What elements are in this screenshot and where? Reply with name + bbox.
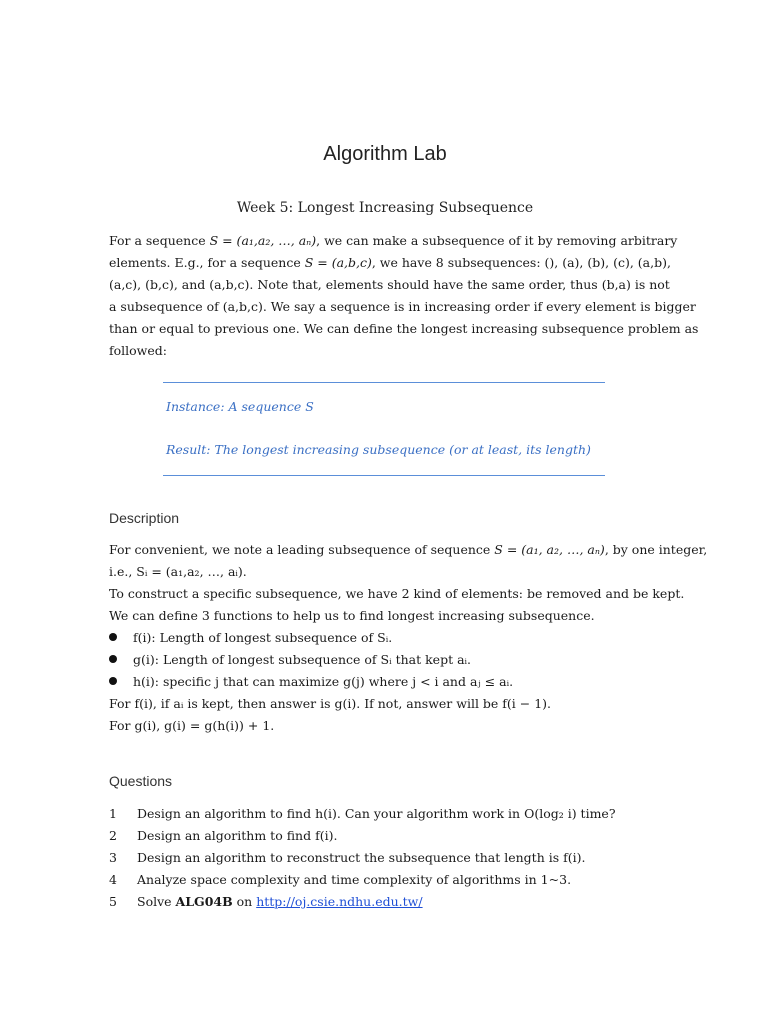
intro-line: than or equal to previous one. We can define the longest increasing subsequence problem as [109, 321, 699, 336]
description-line [109, 539, 708, 561]
intro-text: , we have 8 subsequences: (), (a), (b), (c), (a,b), [371, 255, 671, 270]
questions-heading: Questions [109, 773, 173, 789]
problem-definition-box [163, 382, 605, 476]
page-title: Algorithm Lab [323, 143, 447, 165]
question-number: 1 [109, 806, 117, 821]
question-text: Solve [137, 894, 176, 909]
bullet-icon [109, 677, 117, 685]
intro-text: For a sequence [109, 233, 210, 248]
intro-text: elements. E.g., for a sequence [109, 255, 305, 270]
intro-line [109, 252, 671, 274]
bullet-text: f(i): Length of longest subsequence of Sᵢ. [133, 630, 393, 645]
result-line: Result: The longest increasing subsequence (or at least, its length) [166, 442, 591, 457]
bullet-item [109, 649, 661, 671]
description-math: S = (a₁, a₂, …, aₙ) [494, 542, 605, 557]
intro-math: S = (a,b,c) [304, 255, 372, 270]
question-text: Design an algorithm to reconstruct the subsequence that length is f(i). [137, 850, 586, 865]
description-line: For f(i), if aᵢ is kept, then answer is g(i). If not, answer will be f(i − 1). [109, 696, 552, 711]
bullet-item [109, 627, 661, 649]
question-item [109, 891, 661, 913]
description-text: , by one integer, [604, 542, 708, 557]
description-line: We can define 3 functions to help us to find longest increasing subsequence. [109, 608, 595, 623]
judge-link[interactable]: http://oj.csie.ndhu.edu.tw/ [256, 894, 423, 909]
question-text: on [232, 894, 257, 909]
question-item [109, 847, 661, 869]
intro-text: , we can make a subsequence of it by removing arbitrary [316, 233, 678, 248]
intro-line: followed: [109, 343, 167, 358]
page-subtitle: Week 5: Longest Increasing Subsequence [236, 200, 534, 216]
question-text: Design an algorithm to find h(i). Can your algorithm work in O(log₂ i) time? [137, 806, 616, 821]
description-line: To construct a specific subsequence, we have 2 kind of elements: be removed and be kept. [109, 586, 685, 601]
question-item [109, 803, 661, 825]
bullet-icon [109, 655, 117, 663]
intro-math: S = (a₁,a₂, …, aₙ) [209, 233, 317, 248]
question-number: 4 [109, 872, 117, 887]
description-paragraph [109, 539, 708, 737]
intro-line: (a,c), (b,c), and (a,b,c). Note that, elements should have the same order, thus (b,a) is not [109, 277, 670, 292]
intro-paragraph [109, 230, 699, 362]
problem-code: ALG04B [175, 894, 233, 909]
description-line: i.e., Sᵢ = (a₁,a₂, …, aᵢ). [109, 564, 247, 579]
question-number: 2 [109, 828, 117, 843]
description-heading: Description [109, 510, 180, 526]
bullet-item [109, 671, 661, 693]
questions-list [109, 803, 661, 913]
intro-line [109, 230, 678, 252]
intro-line: a subsequence of (a,b,c). We say a sequence is in increasing order if every element is bigger [109, 299, 696, 314]
question-text: Design an algorithm to find f(i). [137, 828, 338, 843]
description-text: For convenient, we note a leading subsequence of sequence [109, 542, 495, 557]
question-item [109, 825, 661, 847]
question-item [109, 869, 661, 891]
bullet-text: g(i): Length of longest subsequence of Sᵢ that kept aᵢ. [133, 652, 472, 667]
description-line: For g(i), g(i) = g(h(i)) + 1. [109, 718, 275, 733]
bullet-icon [109, 633, 117, 641]
bullet-text: h(i): specific j that can maximize g(j) where j < i and aⱼ ≤ aᵢ. [133, 674, 514, 689]
question-text: Analyze space complexity and time complexity of algorithms in 1~3. [137, 872, 572, 887]
question-number: 5 [109, 894, 117, 909]
question-number: 3 [109, 850, 117, 865]
instance-line: Instance: A sequence S [166, 399, 314, 414]
